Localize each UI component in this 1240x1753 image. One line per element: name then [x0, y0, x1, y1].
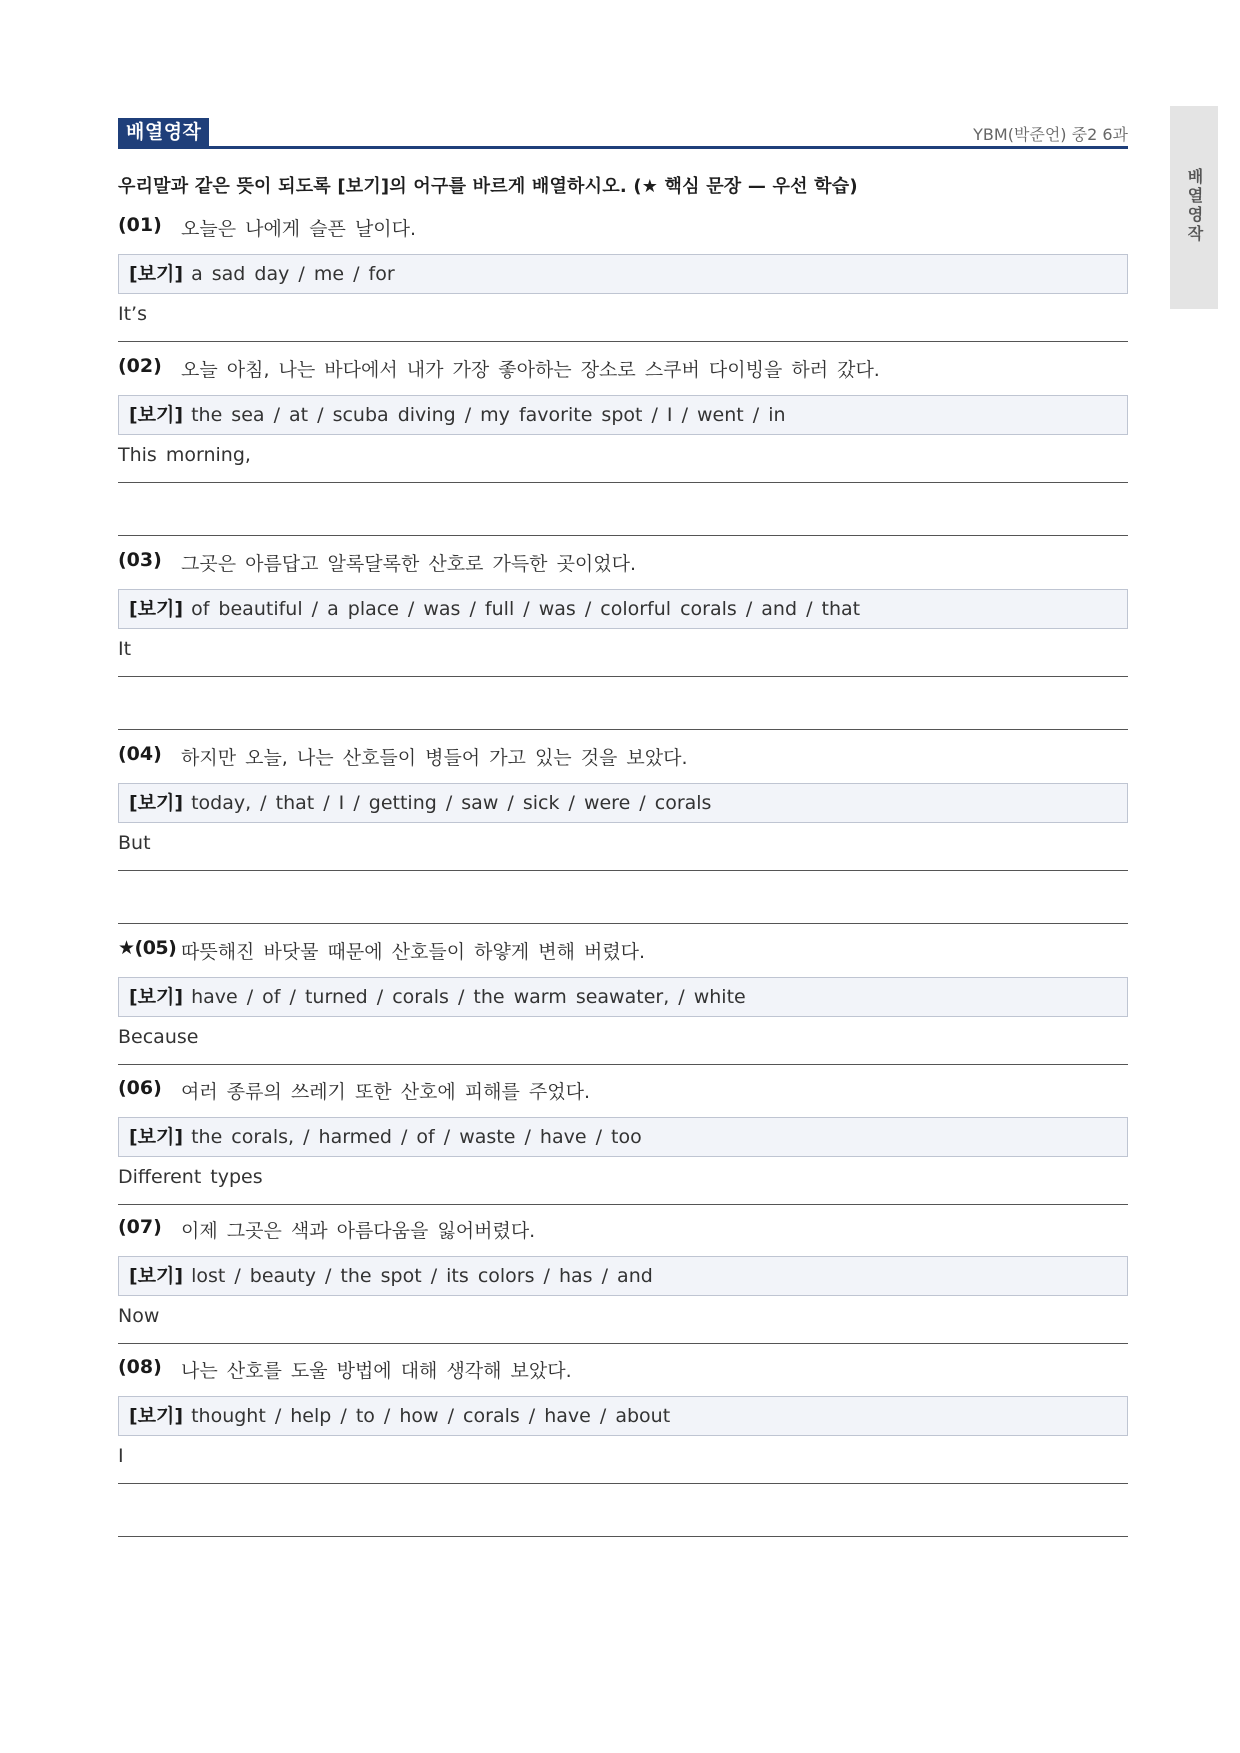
question-korean: 그곳은 아름답고 알록달록한 산호로 가득한 곳이었다. [181, 553, 637, 575]
answer-line [118, 341, 1128, 342]
question-number: ★(05) [118, 937, 177, 959]
bogi-tag: [보기] [129, 1405, 184, 1427]
answer-line [118, 923, 1128, 924]
question-number: (06) [118, 1077, 162, 1099]
question-header [118, 355, 1128, 381]
bogi-tag: [보기] [129, 1126, 184, 1148]
question-header [118, 743, 1128, 769]
source-label: YBM(박준언) 중2 6과 [973, 125, 1128, 144]
answer-start: Because [118, 1026, 199, 1048]
answer-start: This morning, [118, 444, 251, 466]
bogi-tag: [보기] [129, 598, 184, 620]
bogi-box [118, 395, 1128, 435]
answer-line [118, 482, 1128, 483]
bogi-box [118, 1256, 1128, 1296]
question-number: (04) [118, 743, 162, 765]
question-03 [118, 549, 1128, 730]
answer-start: It [118, 638, 132, 660]
bogi-words: today, / that / I / getting / saw / sick / were / corals [191, 792, 712, 814]
answer-line [118, 1536, 1128, 1537]
question-06 [118, 1077, 1128, 1205]
bogi-words: lost / beauty / the spot / its colors / has / and [191, 1265, 653, 1287]
question-header [118, 1356, 1128, 1382]
answer-start: It’s [118, 303, 147, 325]
question-korean: 여러 종류의 쓰레기 또한 산호에 피해를 주었다. [181, 1081, 591, 1103]
question-header [118, 1216, 1128, 1242]
bogi-words: thought / help / to / how / corals / have / about [191, 1405, 671, 1427]
question-number: (01) [118, 214, 162, 236]
question-number: (08) [118, 1356, 162, 1378]
bogi-box [118, 1117, 1128, 1157]
bogi-tag: [보기] [129, 404, 184, 426]
bogi-box [118, 254, 1128, 294]
instruction-text: 우리말과 같은 뜻이 되도록 [보기]의 어구를 바르게 배열하시오. (★ 핵심 문장 — 우선 학습) [118, 176, 858, 197]
answer-line [118, 870, 1128, 871]
bogi-tag: [보기] [129, 792, 184, 814]
answer-line [118, 676, 1128, 677]
answer-start: But [118, 832, 151, 854]
question-korean: 나는 산호를 도울 방법에 대해 생각해 보았다. [181, 1360, 572, 1382]
question-05 [118, 937, 1128, 1065]
question-02 [118, 355, 1128, 536]
answer-start: Different types [118, 1166, 263, 1188]
bogi-box [118, 589, 1128, 629]
question-header [118, 214, 1128, 240]
question-04 [118, 743, 1128, 924]
question-number: (02) [118, 355, 162, 377]
bogi-box [118, 1396, 1128, 1436]
answer-line [118, 1343, 1128, 1344]
question-header [118, 549, 1128, 575]
question-korean: 오늘은 나에게 슬픈 날이다. [181, 218, 417, 240]
bogi-words: the sea / at / scuba diving / my favorite spot / I / went / in [191, 404, 786, 426]
bogi-box [118, 977, 1128, 1017]
section-badge: 배열영작 [118, 118, 209, 146]
answer-start: I [118, 1445, 124, 1467]
answer-line [118, 1064, 1128, 1065]
bogi-words: have / of / turned / corals / the warm seawater, / white [191, 986, 746, 1008]
question-01 [118, 214, 1128, 342]
question-header [118, 937, 1128, 963]
bogi-tag: [보기] [129, 1265, 184, 1287]
question-08 [118, 1356, 1128, 1537]
bogi-words: of beautiful / a place / was / full / was / colorful corals / and / that [191, 598, 861, 620]
bogi-words: the corals, / harmed / of / waste / have / too [191, 1126, 642, 1148]
question-korean: 오늘 아침, 나는 바다에서 내가 가장 좋아하는 장소로 스쿠버 다이빙을 하러 갔다. [181, 359, 880, 381]
question-header [118, 1077, 1128, 1103]
bogi-tag: [보기] [129, 263, 184, 285]
answer-start: Now [118, 1305, 160, 1327]
bogi-words: a sad day / me / for [191, 263, 395, 285]
bogi-box [118, 783, 1128, 823]
question-korean: 하지만 오늘, 나는 산호들이 병들어 가고 있는 것을 보았다. [181, 747, 688, 769]
page-header [118, 118, 1128, 149]
side-tab [1170, 106, 1218, 309]
question-07 [118, 1216, 1128, 1344]
answer-line [118, 729, 1128, 730]
answer-line [118, 1204, 1128, 1205]
question-korean: 이제 그곳은 색과 아름다움을 잃어버렸다. [181, 1220, 536, 1242]
question-number: (03) [118, 549, 162, 571]
bogi-tag: [보기] [129, 986, 184, 1008]
question-number: (07) [118, 1216, 162, 1238]
answer-line [118, 1483, 1128, 1484]
side-tab-label: 배열영작 [1185, 168, 1204, 244]
question-korean: 따뜻해진 바닷물 때문에 산호들이 하얗게 변해 버렸다. [181, 941, 646, 963]
answer-line [118, 535, 1128, 536]
